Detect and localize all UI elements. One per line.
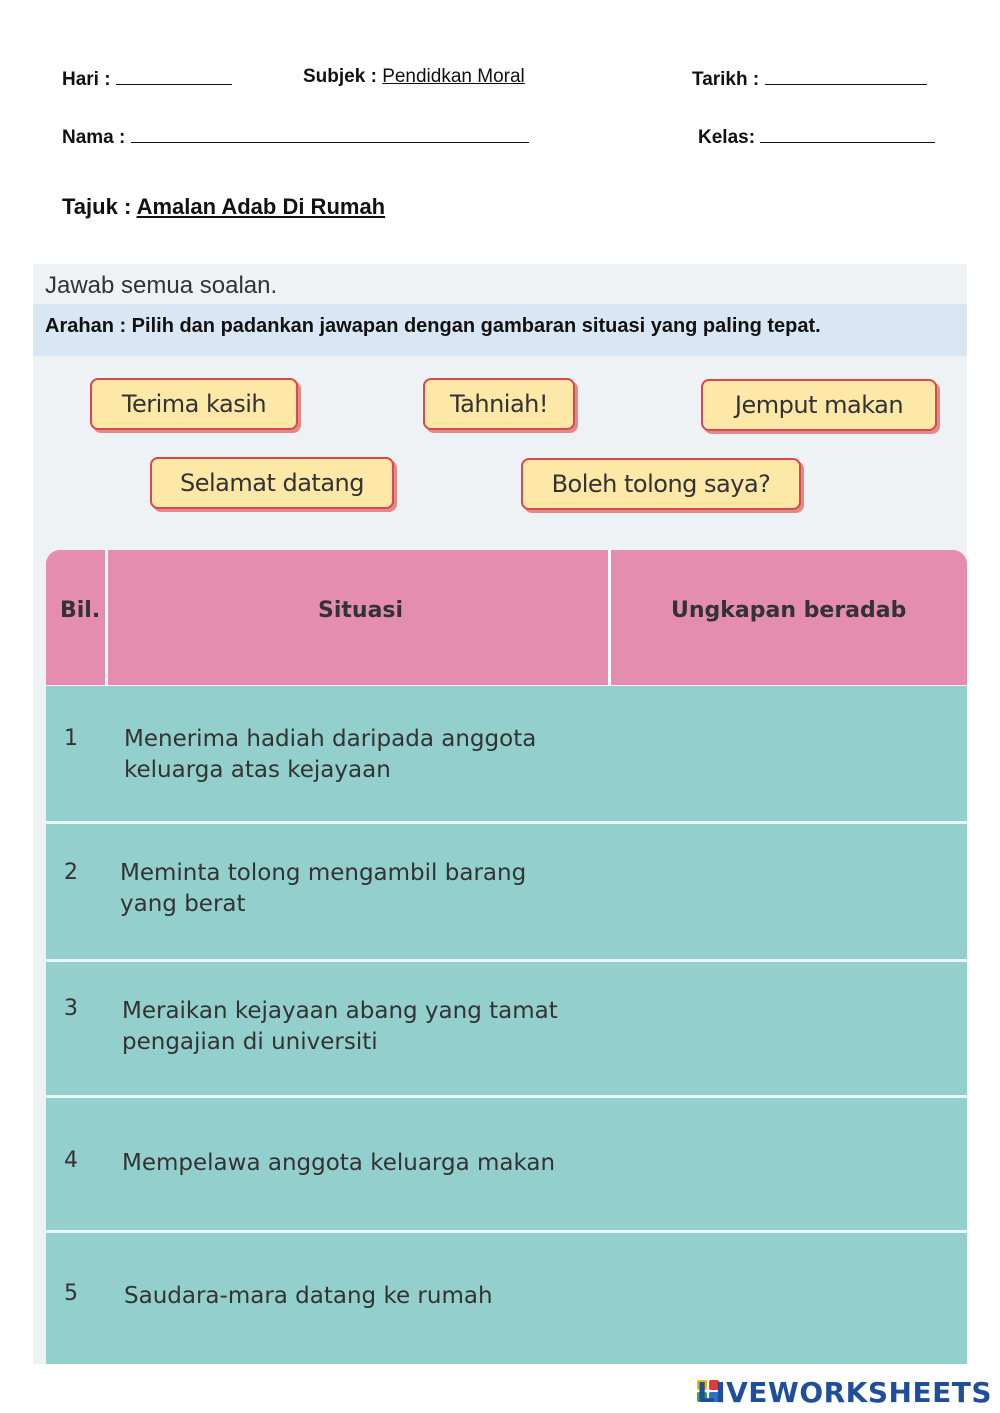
- answer-drop-zone[interactable]: [614, 1233, 962, 1364]
- nama-field: [62, 124, 529, 149]
- worksheet-scan: [33, 264, 967, 1364]
- tajuk-label: Tajuk :: [62, 194, 132, 219]
- answer-chip-terima-kasih[interactable]: Terima kasih: [90, 378, 298, 430]
- table-row: [46, 1233, 967, 1364]
- subjek-value: Pendidkan Moral: [382, 66, 525, 87]
- answer-chip-tahniah[interactable]: Tahniah!: [423, 378, 575, 430]
- table-row: [46, 686, 967, 821]
- header-bil: Bil.: [60, 598, 101, 623]
- table-body: [46, 686, 967, 1364]
- answer-drop-zone[interactable]: [614, 1098, 962, 1230]
- answer-chip-selamat-datang[interactable]: Selamat datang: [150, 457, 394, 509]
- table-row: [46, 824, 967, 959]
- header-ungkapan: Ungkapan beradab: [671, 598, 907, 623]
- table-row: [46, 962, 967, 1095]
- row-situasi: Meraikan kejayaan abang yang tamat pengajian di universiti: [122, 998, 558, 1055]
- nama-blank[interactable]: [131, 124, 529, 143]
- tarikh-blank[interactable]: [765, 66, 927, 85]
- instruction-text: Jawab semua soalan.: [45, 272, 278, 299]
- matching-table: [46, 550, 967, 1364]
- row-number: 5: [64, 1281, 78, 1306]
- brand-wordmark: LIVEWORKSHEETS: [696, 1376, 992, 1409]
- hari-label: Hari :: [62, 69, 111, 90]
- row-situasi: Saudara-mara datang ke rumah: [124, 1283, 493, 1309]
- kelas-field: [698, 124, 935, 149]
- tarikh-field: [692, 66, 927, 91]
- answer-drop-zone[interactable]: [614, 686, 962, 821]
- arahan-band: [33, 304, 967, 356]
- subjek-field: [303, 66, 525, 88]
- row-situasi: Meminta tolong mengambil barang yang berat: [120, 860, 527, 917]
- table-header: [46, 550, 967, 685]
- row-number: 4: [64, 1148, 78, 1173]
- kelas-label: Kelas:: [698, 127, 756, 148]
- row-situasi: Menerima hadiah daripada anggota keluarga atas kejayaan: [124, 726, 537, 783]
- answer-chip-boleh-tolong[interactable]: Boleh tolong saya?: [521, 458, 801, 510]
- hari-blank[interactable]: [116, 66, 232, 85]
- answer-chip-jemput-makan[interactable]: Jemput makan: [701, 379, 937, 431]
- header-situasi: Situasi: [318, 598, 404, 623]
- page-title: [62, 194, 385, 220]
- answer-drop-zone[interactable]: [614, 824, 962, 959]
- arahan-text: Arahan : Pilih dan padankan jawapan dengan gambaran situasi yang paling tepat.: [45, 315, 821, 337]
- table-row: [46, 1098, 967, 1230]
- row-number: 1: [64, 726, 78, 751]
- kelas-blank[interactable]: [760, 124, 935, 143]
- row-number: 3: [64, 996, 78, 1021]
- hari-field: [62, 66, 232, 91]
- tarikh-label: Tarikh :: [692, 69, 760, 90]
- answer-drop-zone[interactable]: [614, 962, 962, 1095]
- nama-label: Nama :: [62, 127, 126, 148]
- tajuk-value: Amalan Adab Di Rumah: [136, 194, 386, 219]
- row-situasi: Mempelawa anggota keluarga makan: [122, 1150, 556, 1176]
- subjek-label: Subjek :: [303, 66, 377, 87]
- row-number: 2: [64, 860, 78, 885]
